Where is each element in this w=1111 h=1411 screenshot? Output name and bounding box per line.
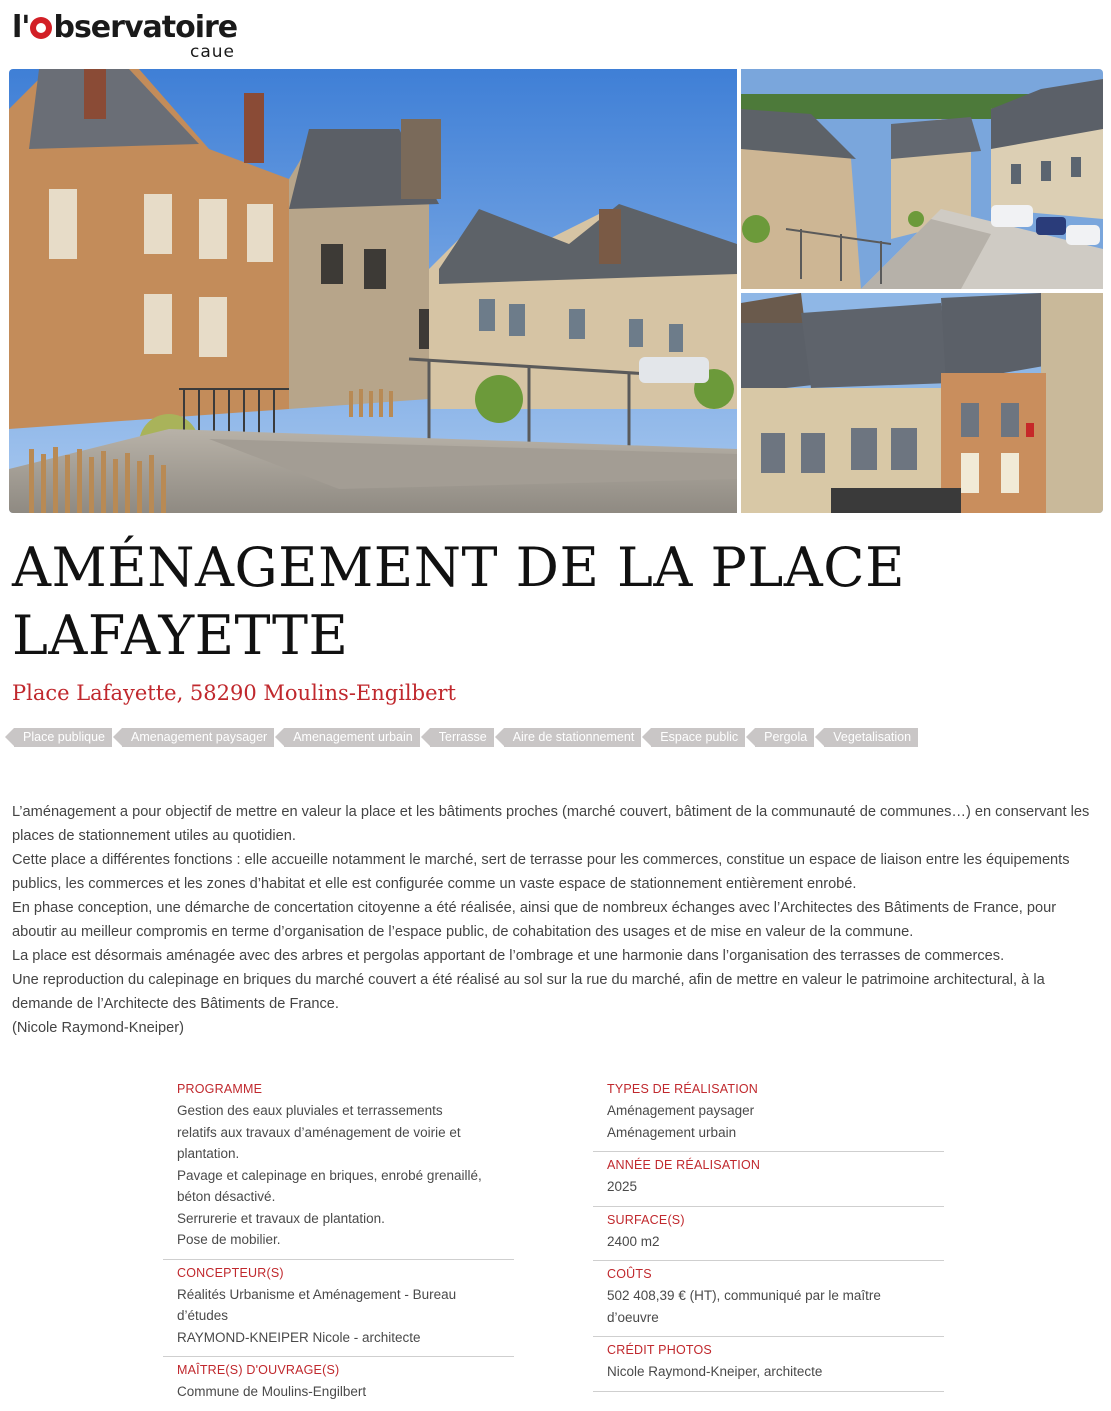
logo-subtitle: caue xyxy=(190,42,235,62)
info-value: d’études xyxy=(177,1308,229,1323)
info-label: ANNÉE DE RÉALISATION xyxy=(607,1158,761,1172)
main-photo[interactable] xyxy=(9,69,737,513)
tag-place-publique[interactable]: Place publique xyxy=(14,728,112,747)
info-value: Pavage et calepinage en briques, enrobé grenaillé, xyxy=(177,1167,482,1183)
info-label: COÛTS xyxy=(607,1267,652,1281)
info-value: Pose de mobilier. xyxy=(177,1232,281,1247)
info-value: d’oeuvre xyxy=(607,1309,659,1325)
info-block-couts xyxy=(593,1261,944,1337)
tag-pergola[interactable]: Pergola xyxy=(755,728,814,747)
info-value: relatifs aux travaux d’aménagement de voirie et xyxy=(177,1124,461,1140)
logo-wordmark: l' bservatoire xyxy=(12,10,238,45)
info-block-surface xyxy=(593,1207,944,1262)
info-label: TYPES DE RÉALISATION xyxy=(607,1082,759,1096)
info-label: PROGRAMME xyxy=(177,1082,263,1096)
info-value: 2400 m2 xyxy=(607,1233,660,1249)
facade-photo-illustration xyxy=(741,293,1103,513)
info-value: Gestion des eaux pluviales et terrassements xyxy=(177,1103,443,1118)
aerial-photo-illustration xyxy=(741,69,1103,289)
info-block-programme xyxy=(163,1076,514,1260)
info-value: RAYMOND-KNEIPER Nicole - architecte xyxy=(177,1329,421,1345)
description-paragraph: En phase conception, une démarche de concertation citoyenne a été réalisée, ainsi que de nombreux échanges avec l’Architectes des Bâtiments de France, pour aboutir au meilleur compromis en terme d’organisation de l’espace public, de cohabitation des usages et de mise en valeur de la commune. xyxy=(12,900,1057,940)
info-column-right xyxy=(593,1076,944,1392)
info-block-maitres-ouvrage xyxy=(163,1357,514,1411)
tag-list xyxy=(14,728,918,747)
info-value: plantation. xyxy=(177,1146,240,1161)
street-photo-illustration xyxy=(9,69,737,513)
info-value: béton désactivé. xyxy=(177,1189,276,1204)
tag-aire-de-stationnement[interactable]: Aire de stationnement xyxy=(504,728,642,747)
info-label: CRÉDIT PHOTOS xyxy=(607,1343,712,1357)
description-paragraph: Cette place a différentes fonctions : elle accueille notamment le marché, sert de terrasse pour les commerces, constitue un espace de liaison entre les équipements publics, les commerces et les zones d’habitat et elle est configurée comme un vaste espace de stationnement entièrement enrobé. xyxy=(12,852,1070,892)
description-paragraph: Une reproduction du calepinage en briques du marché couvert a été réalisé au sol sur la rue du marché, afin de mettre en valeur le patrimoine architectural, à la demande de l’Architecte des Bâtiments de France. xyxy=(12,972,1045,1012)
info-value: Serrurerie et travaux de plantation. xyxy=(177,1210,385,1226)
info-label: CONCEPTEUR(S) xyxy=(177,1265,284,1280)
info-column-left xyxy=(163,1076,514,1411)
tag-terrasse[interactable]: Terrasse xyxy=(430,728,494,747)
info-label: MAÎTRE(S) D'OUVRAGE(S) xyxy=(177,1363,340,1377)
info-block-types-realisation xyxy=(593,1076,944,1152)
info-value: 2025 xyxy=(607,1179,638,1194)
info-value: Aménagement urbain xyxy=(607,1124,737,1140)
tag-vegetalisation[interactable]: Vegetalisation xyxy=(824,728,918,747)
info-block-concepteurs xyxy=(163,1260,514,1358)
info-value: Réalités Urbanisme et Aménagement - Bureau xyxy=(177,1286,457,1302)
site-logo[interactable] xyxy=(12,10,252,60)
photo-gallery xyxy=(9,69,1103,513)
description-author: (Nicole Raymond-Kneiper) xyxy=(12,1020,184,1036)
info-value: Commune de Moulins-Engilbert xyxy=(177,1384,367,1399)
map-pin-icon xyxy=(30,17,52,39)
info-label: SURFACE(S) xyxy=(607,1212,685,1227)
info-value: 502 408,39 € (HT), communiqué par le maître xyxy=(607,1288,881,1303)
description-paragraph: La place est désormais aménagée avec des arbres et pergolas apportant de l’ombrage et une harmonie dans l’organisation des terrasses de commerces. xyxy=(12,948,1005,964)
description-paragraph: L’aménagement a pour objectif de mettre en valeur la place et les bâtiments proches (marché couvert, bâtiment de la communauté de communes…) en conservant les places de stationnement utiles au quotidien. xyxy=(12,804,1090,844)
project-address[interactable]: Place Lafayette, 58290 Moulins-Engilbert xyxy=(12,681,456,705)
info-value: Nicole Raymond-Kneiper, architecte xyxy=(607,1364,823,1379)
info-value: Aménagement paysager xyxy=(607,1103,755,1118)
top-right-photo[interactable] xyxy=(741,69,1103,289)
tag-espace-public[interactable]: Espace public xyxy=(651,728,745,747)
page-title: AMÉNAGEMENT DE LA PLACE LAFAYETTE xyxy=(12,536,905,667)
project-description xyxy=(12,800,1102,1040)
bottom-right-photo[interactable] xyxy=(741,293,1103,513)
tag-amenagement-urbain[interactable]: Amenagement urbain xyxy=(284,728,420,747)
tag-amenagement-paysager[interactable]: Amenagement paysager xyxy=(122,728,274,747)
info-block-credit-photos xyxy=(593,1337,944,1392)
info-block-annee xyxy=(593,1152,944,1207)
